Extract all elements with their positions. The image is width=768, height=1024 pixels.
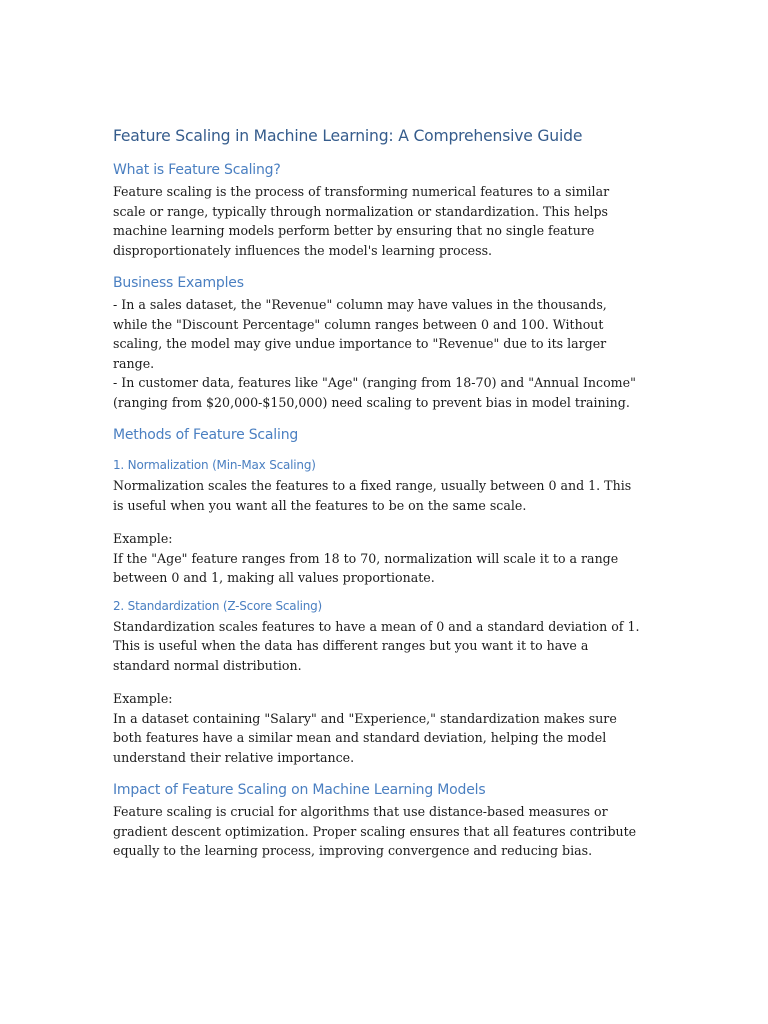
example-label: Example: <box>113 531 173 546</box>
subsection-body: Normalization scales the features to a fixed range, usually between 0 and 1. This is useful when you want all the features to be on the same scale. <box>113 478 632 513</box>
business-example-revenue: - In a sales dataset, the "Revenue" column may have values in the thousands, while the "Discount Percentage" column ranges between 0 and 100. Without scaling, the model may give undue importance to "Revenue" due to its larger range. <box>113 297 607 371</box>
section-methods <box>113 425 645 767</box>
section-business-examples <box>113 273 645 412</box>
business-example-customer: - In customer data, features like "Age" (ranging from 18-70) and "Annual Income" (ranging from $20,000-$150,000) need scaling to prevent bias in model training. <box>113 375 636 410</box>
subsection-heading: 1. Normalization (Min-Max Scaling) <box>113 458 316 472</box>
example-body: If the "Age" feature ranges from 18 to 70, normalization will scale it to a range between 0 and 1, making all values proportionate. <box>113 550 619 585</box>
document-page <box>113 118 645 861</box>
section-heading: Business Examples <box>113 275 244 291</box>
section-body: Feature scaling is the process of transforming numerical features to a similar scale or range, typically through normalization or standardization. This helps machine learning models perform better by ensuring that no single feature disproportionately influences the model's learning process. <box>113 184 610 258</box>
subsection-heading: 2. Standardization (Z-Score Scaling) <box>113 598 323 613</box>
section-heading: Methods of Feature Scaling <box>113 427 299 443</box>
section-body: Feature scaling is crucial for algorithms that use distance-based measures or gradient descent optimization. Proper scaling ensures that all features contribute equally to the learning process, improving convergence and reducing bias. <box>113 804 637 858</box>
section-heading: What is Feature Scaling? <box>113 162 281 178</box>
subsection-normalization <box>113 457 645 588</box>
subsection-standardization <box>113 598 645 768</box>
section-impact <box>113 780 645 861</box>
example-body: In a dataset containing "Salary" and "Experience," standardization makes sure both features have a similar mean and standard deviation, helping the model understand their relative importance. <box>113 710 617 765</box>
section-what-is-feature-scaling <box>113 160 645 260</box>
document-title: Feature Scaling in Machine Learning: A Comprehensive Guide <box>113 127 583 145</box>
section-heading: Impact of Feature Scaling on Machine Learning Models <box>113 782 486 798</box>
example-label: Example: <box>113 691 173 706</box>
subsection-body: Standardization scales features to have a mean of 0 and a standard deviation of 1. This is useful when the data has different ranges but you want it to have a standard normal distribution. <box>113 618 640 673</box>
